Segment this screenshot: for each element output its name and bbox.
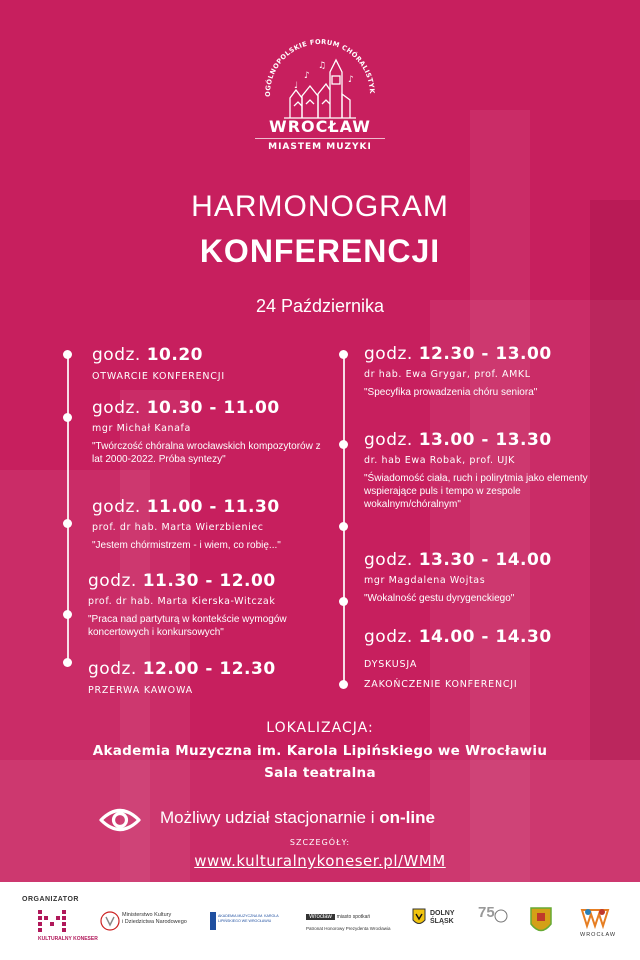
timeline-dot xyxy=(339,350,348,359)
schedule-item xyxy=(92,496,332,552)
schedule-topic: "Wokalność gestu dyrygenckiego" xyxy=(364,593,515,604)
timeline-dot xyxy=(339,680,348,689)
schedule-time: godz. 11.00 - 11.30 xyxy=(92,497,280,517)
timeline-dot xyxy=(63,658,72,667)
svg-text:OGÓLNOPOLSKIE FORUM CHÓRALISTY: OGÓLNOPOLSKIE FORUM CHÓRALISTYK xyxy=(263,38,377,97)
schedule-topic: "Praca nad partyturą w kontekście wymogów koncertowych i konkursowych" xyxy=(88,614,287,638)
ministry-logo: Ministerstwo Kultury i Dziedzictwa Narodowego xyxy=(122,912,187,925)
schedule-caption: PRZERWA KAWOWA xyxy=(88,685,193,696)
schedule-time: godz. 14.00 - 14.30 xyxy=(364,627,552,647)
schedule-item xyxy=(92,397,322,466)
wroclaw-meeting-logo: Wrocław miasto spotkań xyxy=(306,914,370,920)
wroclaw-city-logo-icon xyxy=(580,906,610,930)
schedule-topic: "Specyfika prowadzenia chóru seniora" xyxy=(364,387,538,398)
svg-text:♩: ♩ xyxy=(294,81,299,91)
schedule-item xyxy=(92,344,332,384)
details-label: SZCZEGÓŁY: xyxy=(289,838,351,847)
schedule-speaker: prof. dr hab. Marta Wierzbieniec xyxy=(92,522,264,533)
timeline-dot xyxy=(63,610,72,619)
timeline-dot xyxy=(63,350,72,359)
schedule-item xyxy=(364,429,619,511)
timeline-dot xyxy=(63,519,72,528)
timeline-dot xyxy=(339,597,348,606)
logo-divider xyxy=(255,138,385,139)
event-date: 24 Października xyxy=(255,296,385,316)
schedule-time: godz. 10.20 xyxy=(92,345,203,365)
eagle-shield-icon xyxy=(412,908,426,928)
location-label: LOKALIZACJA: xyxy=(266,720,374,736)
dolny-slask-logo: DOLNY ŚLĄSK xyxy=(430,910,455,925)
schedule-time: godz. 11.30 - 12.00 xyxy=(88,571,276,591)
schedule-topic: "Świadomość ciała, ruch i polirytmia jako elementy wspierające puls i tempo w zespole wokalnym/chóralnym" xyxy=(364,473,588,510)
partners-footer xyxy=(0,882,640,960)
schedule-speaker: prof. dr hab. Marta Kierska-Witczak xyxy=(88,596,276,607)
schedule-speaker: mgr Magdalena Wojtas xyxy=(364,575,486,586)
schedule-time: godz. 13.30 - 14.00 xyxy=(364,550,552,570)
participation-text: Możliwy udział stacjonarnie i xyxy=(160,808,375,827)
logo-subtitle: MIASTEM MUZYKI xyxy=(268,142,372,152)
schedule-time: godz. 10.30 - 11.00 xyxy=(92,398,280,418)
participation-mode: on-line xyxy=(379,808,435,827)
title-line-1: HARMONOGRAM xyxy=(191,190,449,223)
schedule-caption: OTWARCIE KONFERENCJI xyxy=(92,371,225,382)
logo-city: WROCŁAW xyxy=(269,117,371,136)
schedule-speaker: dr. hab Ewa Robak, prof. UJK xyxy=(364,455,516,466)
wroclaw-city-text: WROCŁAW xyxy=(580,932,617,938)
organizer-name: KULTURALNY KONESER xyxy=(38,936,98,942)
location xyxy=(0,718,640,784)
timeline-dot xyxy=(339,440,348,449)
choir-emblem-icon xyxy=(494,906,508,926)
schedule-speaker: mgr Michał Kanafa xyxy=(92,423,191,434)
academy-logo: AKADEMIA MUZYCZNA IM. KAROLA LIPIŃSKIEGO WE WROCŁAWIU xyxy=(218,914,279,923)
schedule-topic: "Jestem chórmistrzem - i wiem, co robię..." xyxy=(92,540,281,551)
title-line-2: KONFERENCJI xyxy=(199,233,441,269)
svg-text:♫: ♫ xyxy=(318,61,327,71)
timeline-dot xyxy=(63,413,72,422)
schedule-caption: DYSKUSJA xyxy=(364,659,418,670)
schedule-item xyxy=(364,626,614,692)
logo-text xyxy=(0,118,640,153)
anniversary-logo: 75 xyxy=(478,904,495,921)
schedule-topic: "Twórczość chóralna wrocławskich kompozytorów z lat 2000-2022. Próba syntezy" xyxy=(92,441,321,465)
academy-logo-mark xyxy=(210,912,216,930)
organizer-label: ORGANIZATOR xyxy=(22,896,79,903)
schedule-item xyxy=(88,570,333,639)
schedule-time: godz. 13.00 - 13.30 xyxy=(364,430,552,450)
city-coat-of-arms-icon xyxy=(528,904,554,938)
timeline-right xyxy=(343,354,345,684)
venue-name: Akademia Muzyczna im. Karola Lipińskiego we Wrocławiu xyxy=(92,743,548,759)
timeline-dot xyxy=(339,522,348,531)
schedule-time: godz. 12.00 - 12.30 xyxy=(88,659,276,679)
patronage-text: Patronat Honorowy Prezydenta Wrocławia xyxy=(306,926,391,931)
schedule-caption: ZAKOŃCZENIE KONFERENCJI xyxy=(364,679,518,690)
schedule-speaker: dr hab. Ewa Grygar, prof. AMKL xyxy=(364,369,531,380)
details-link[interactable]: www.kulturalnykoneser.pl/WMM xyxy=(194,852,446,870)
venue-room: Sala teatralna xyxy=(264,765,376,781)
schedule-item xyxy=(364,549,614,605)
svg-text:♪: ♪ xyxy=(304,71,310,81)
eye-icon xyxy=(98,801,142,839)
schedule-item xyxy=(364,343,614,399)
schedule-item xyxy=(88,658,328,698)
eagle-emblem-icon xyxy=(100,910,120,932)
schedule-time: godz. 12.30 - 13.00 xyxy=(364,344,552,364)
kulturalny-koneser-logo xyxy=(36,908,68,934)
svg-text:♪: ♪ xyxy=(348,75,354,85)
participation-info xyxy=(160,808,435,828)
